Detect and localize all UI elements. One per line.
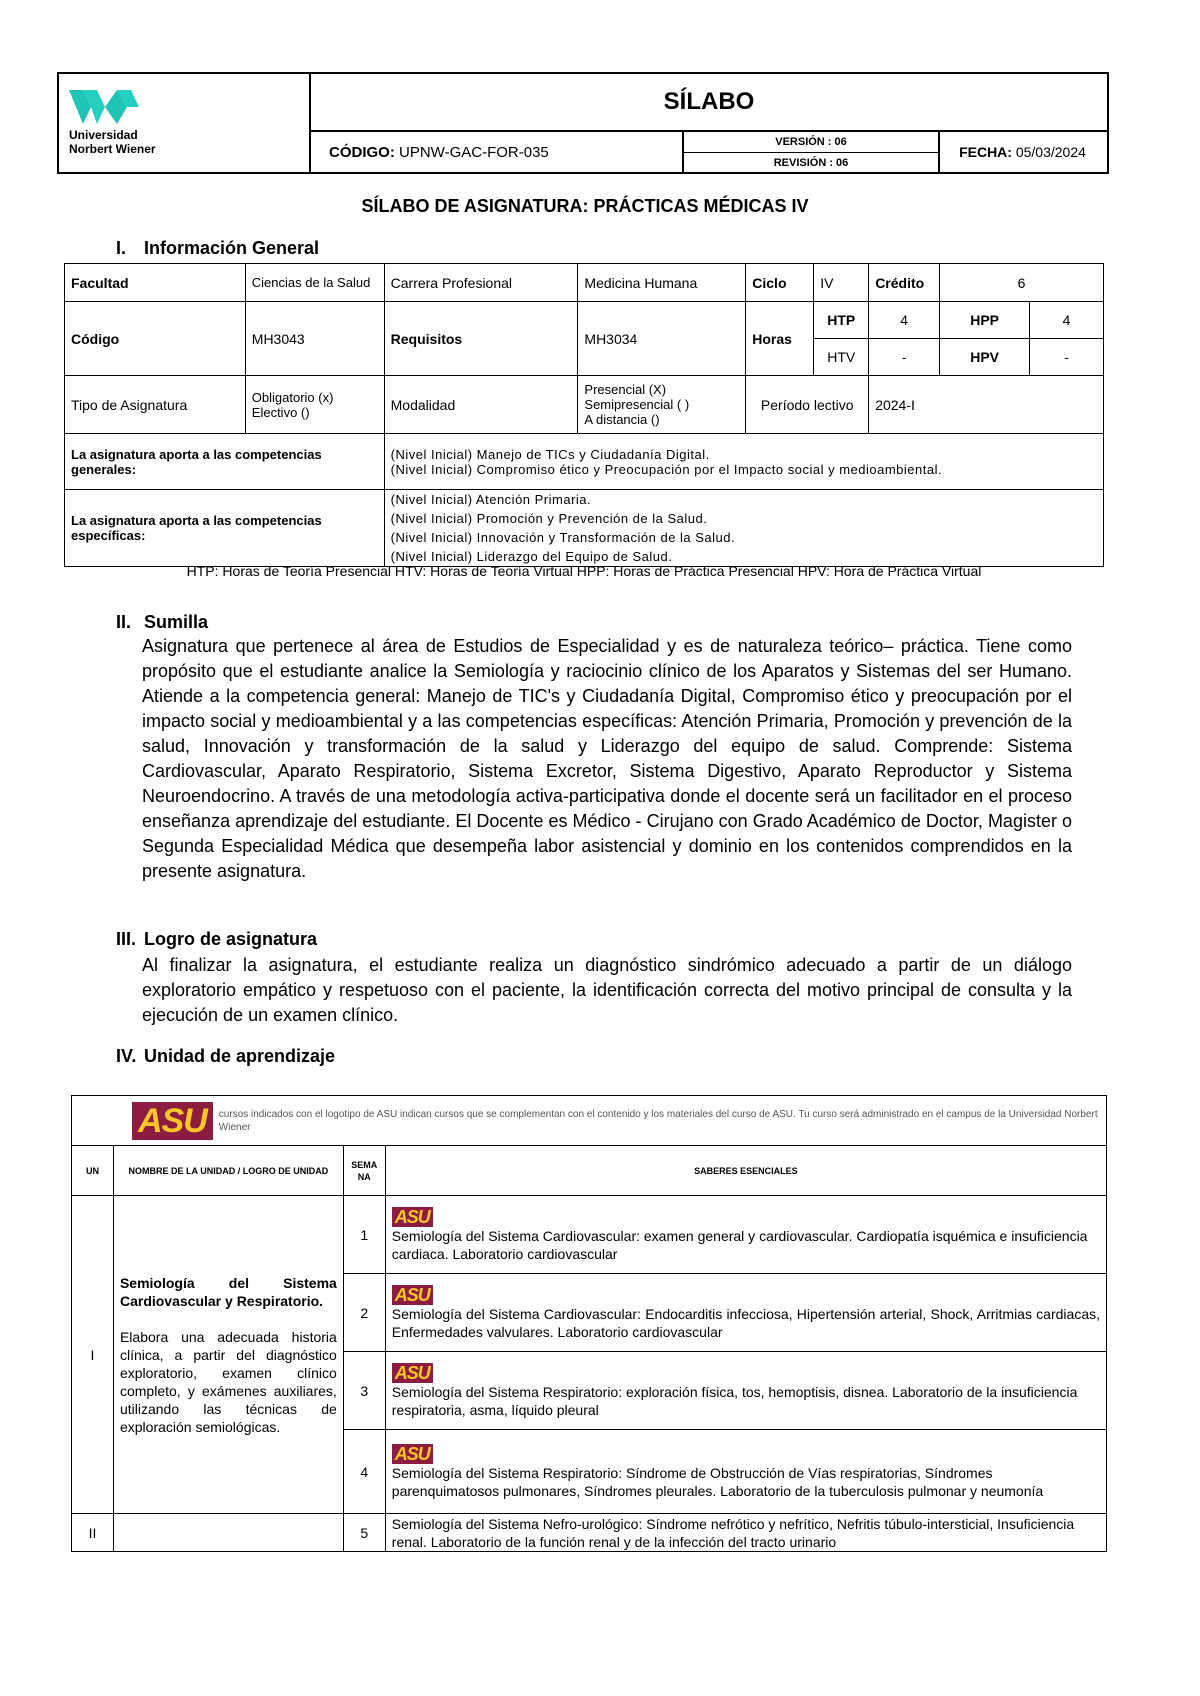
code-value: UPNW-GAC-FOR-035: [399, 143, 549, 161]
asu-banner: [72, 1096, 1107, 1146]
syllabus-title: SÍLABO: [311, 74, 1107, 132]
section-number: II.: [116, 612, 132, 632]
ciclo-label: Ciclo: [746, 264, 814, 302]
table-row: [65, 302, 1104, 339]
week-content: [385, 1430, 1106, 1514]
col-nombre: NOMBRE DE LA UNIDAD / LOGRO DE UNIDAD: [113, 1146, 343, 1196]
asu-logo: ASU: [392, 1285, 433, 1305]
asu-note: cursos indicados con el logotipo de ASU indican cursos que se complementan con el contenido y los materiales del curso de ASU. Tu curso será administrado en el campus de la Universidad Norbert Wiener: [218, 1108, 1098, 1133]
revision: REVISIÓN : 06: [773, 156, 849, 169]
comp-esp-value: [384, 490, 1103, 567]
htp-label: HTP: [814, 302, 869, 339]
periodo-value: 2024-I: [869, 376, 1104, 434]
hours-legend: HTP: Horas de Teoría Presencial HTV: Horas de Teoría Virtual HPP: Horas de Práctica Presencial HPV: Hora de Práctica Virtual: [186, 563, 982, 579]
horas-label: Horas: [746, 302, 814, 376]
week-text: Semiología del Sistema Respiratorio: exploración física, tos, hemoptisis, disnea. Laboratorio de la insuficiencia respiratoria, asma, líquido pleural: [391, 1383, 1078, 1418]
requisitos-value: MH3034: [578, 302, 746, 376]
htv-value: -: [869, 339, 940, 376]
tipo-electivo: Electivo (): [251, 404, 310, 420]
htp-value: 4: [869, 302, 940, 339]
modalidad-semipresencial: Semipresencial ( ): [584, 397, 690, 412]
week-number: 1: [343, 1196, 385, 1274]
comp-esp-item: (Nivel Inicial) Promoción y Prevención de la Salud.: [390, 511, 708, 526]
htv-label: HTV: [814, 339, 869, 376]
comp-gen-item: (Nivel Inicial) Manejo de TICs y Ciudadanía Digital.: [390, 446, 710, 462]
modalidad-distancia: A distancia (): [584, 412, 660, 427]
comp-gen-item: (Nivel Inicial) Compromiso ético y Preocupación por el Impacto social y medioambiental.: [390, 461, 943, 477]
table-row: [72, 1196, 1107, 1274]
section-logro-heading: [116, 929, 317, 950]
date-label: FECHA:: [959, 144, 1012, 160]
week-number: 5: [343, 1514, 385, 1552]
sumilla-text: Asignatura que pertenece al área de Estudios de Especialidad y es de naturaleza teórico– práctica. Tiene como propósito que el estudiante analice la Semiología y raciocinio clínico de los Aparatos y Sistemas del ser Humano. Atiende a la competencia general: Manejo de TIC's y Ciudadanía Digital, Compromiso ético y preocupación por el impacto social y medioambiental y a las competencias específicas: Atención Primaria, Promoción y prevención de la salud, Innovación y transformación de la salud y Liderazgo del equipo de salud. Comprende: Sistema Cardiovascular, Aparato Respiratorio, Sistema Excretor, Sistema Digestivo, Aparato Reproductor y Sistema Neuroendocrino. A través de una metodología activa-participativa donde el docente será un facilitador en el proceso enseñanza aprendizaje del estudiante. El Docente es Médico - Cirujano con Grado Académico de Doctor, Magister o Segunda Especialidad Médica que desempeña labor asistencial y dominio en los contenidos comprendidos en la presente asignatura.: [142, 636, 1072, 881]
tipo-obligatorio: Obligatorio (x): [251, 389, 334, 405]
tipo-label: Tipo de Asignatura: [65, 376, 246, 434]
section-unidad-heading: [116, 1046, 335, 1067]
unit-name: [113, 1196, 343, 1514]
table-row: [65, 376, 1104, 434]
week-number: 4: [343, 1430, 385, 1514]
unit-name: [113, 1514, 343, 1552]
week-number: 2: [343, 1274, 385, 1352]
hpv-value: -: [1030, 339, 1104, 376]
codigo-value: MH3043: [245, 302, 384, 376]
unit-title: Semiología del Sistema Cardiovascular y Respiratorio.: [119, 1274, 337, 1309]
modalidad-presencial: Presencial (X): [584, 382, 667, 397]
hpv-label: HPV: [940, 339, 1030, 376]
ciclo-value: IV: [814, 264, 869, 302]
logro-text: Al finalizar la asignatura, el estudiante realiza un diagnóstico sindrómico adecuado a partir de un diálogo exploratorio empático y respetuoso con el paciente, la identificación correcta del motivo principal de consulta y la ejecución de un examen clínico.: [142, 955, 1072, 1025]
date-value: 05/03/2024: [1015, 144, 1086, 160]
course-title: SÍLABO DE ASIGNATURA: PRÁCTICAS MÉDICAS IV: [361, 196, 809, 216]
carrera-label: Carrera Profesional: [384, 264, 578, 302]
periodo-label: Período lectivo: [746, 376, 869, 434]
comp-esp-item: (Nivel Inicial) Innovación y Transformación de la Salud.: [390, 530, 736, 545]
week-text: Semiología del Sistema Cardiovascular: Endocarditis infecciosa, Hipertensión arterial, Shock, Arritmias cardiacas, Enfermedades valvulares. Laboratorio cardiovascular: [391, 1305, 1100, 1340]
week-text: Semiología del Sistema Respiratorio: Síndrome de Obstrucción de Vías respiratorias, Síndromes parenquimatosos pulmonares, Síndromes pleurales. Laboratorio de la tuberculosis pulmonar y neumonía: [391, 1464, 1044, 1499]
section-general-heading: [116, 238, 319, 259]
tipo-value: [245, 376, 384, 434]
week-content: [385, 1274, 1106, 1352]
week-number: 3: [343, 1352, 385, 1430]
section-number: I.: [116, 238, 127, 258]
col-saberes: SABERES ESENCIALES: [385, 1146, 1106, 1196]
table-row: [72, 1096, 1107, 1146]
comp-esp-label: La asignatura aporta a las competencias específicas:: [65, 490, 385, 567]
asu-logo: ASU: [132, 1102, 213, 1140]
carrera-value: Medicina Humana: [578, 264, 746, 302]
unit-number: II: [72, 1514, 114, 1552]
week-content: [385, 1352, 1106, 1430]
col-semana: SEMANA: [343, 1146, 385, 1196]
table-row: [65, 490, 1104, 567]
hpp-label: HPP: [940, 302, 1030, 339]
credito-label: Crédito: [869, 264, 940, 302]
hpp-value: 4: [1030, 302, 1104, 339]
section-number: III.: [116, 929, 137, 949]
section-title: Unidad de aprendizaje: [144, 1046, 336, 1066]
units-table: [71, 1095, 1107, 1552]
comp-gen-value: [384, 434, 1103, 490]
table-row: [65, 434, 1104, 490]
logo-text-line1: Universidad: [69, 128, 138, 142]
university-logo-icon: [69, 90, 139, 124]
logo-text-line2: Norbert Wiener: [69, 142, 156, 156]
section-sumilla-heading: [116, 612, 208, 633]
col-un: UN: [72, 1146, 114, 1196]
comp-esp-item: (Nivel Inicial) Liderazgo del Equipo de Salud.: [390, 549, 673, 564]
asu-logo: ASU: [392, 1444, 433, 1464]
code-label: CÓDIGO:: [329, 143, 395, 161]
version: VERSIÓN : 06: [684, 132, 938, 153]
facultad-value: Ciencias de la Salud: [245, 264, 384, 302]
week-content: [385, 1514, 1106, 1552]
week-text: Semiología del Sistema Nefro-urológico: Síndrome nefrótico y nefrítico, Nefritis túbulo-intersticial, Insuficiencia renal. Laboratorio de la función renal y de la infección del tracto urinario: [391, 1515, 1075, 1550]
section-title: Logro de asignatura: [144, 929, 318, 949]
general-info-table: [64, 263, 1104, 567]
asu-logo: ASU: [392, 1207, 433, 1227]
document-date: [938, 132, 1107, 172]
document-code: [311, 132, 649, 172]
section-title: Información General: [144, 238, 320, 258]
requisitos-label: Requisitos: [384, 302, 578, 376]
comp-esp-item: (Nivel Inicial) Atención Primaria.: [390, 492, 592, 507]
codigo-label: Código: [65, 302, 246, 376]
week-text: Semiología del Sistema Cardiovascular: examen general y cardiovascular. Cardiopatía isquémica e insuficiencia cardiaca. Laboratorio cardiovascular: [391, 1227, 1088, 1262]
modalidad-value: [578, 376, 746, 434]
table-row: [65, 264, 1104, 302]
asu-logo: ASU: [392, 1363, 433, 1383]
document-header: [57, 72, 1109, 174]
table-row: [72, 1146, 1107, 1196]
table-row: [72, 1514, 1107, 1552]
unit-number: I: [72, 1196, 114, 1514]
credito-value: 6: [940, 264, 1104, 302]
facultad-label: Facultad: [65, 264, 246, 302]
week-content: [385, 1196, 1106, 1274]
university-logo: [59, 74, 311, 172]
modalidad-label: Modalidad: [384, 376, 578, 434]
section-title: Sumilla: [144, 612, 209, 632]
comp-gen-label: La asignatura aporta a las competencias generales:: [65, 434, 385, 490]
version-box: [682, 132, 940, 172]
unit-logro: Elabora una adecuada historia clínica, a partir del diagnóstico exploratorio, examen clínico completo, y exámenes auxiliares, utilizando las técnicas de exploración semiológicas.: [119, 1328, 337, 1435]
section-number: IV.: [116, 1046, 137, 1066]
